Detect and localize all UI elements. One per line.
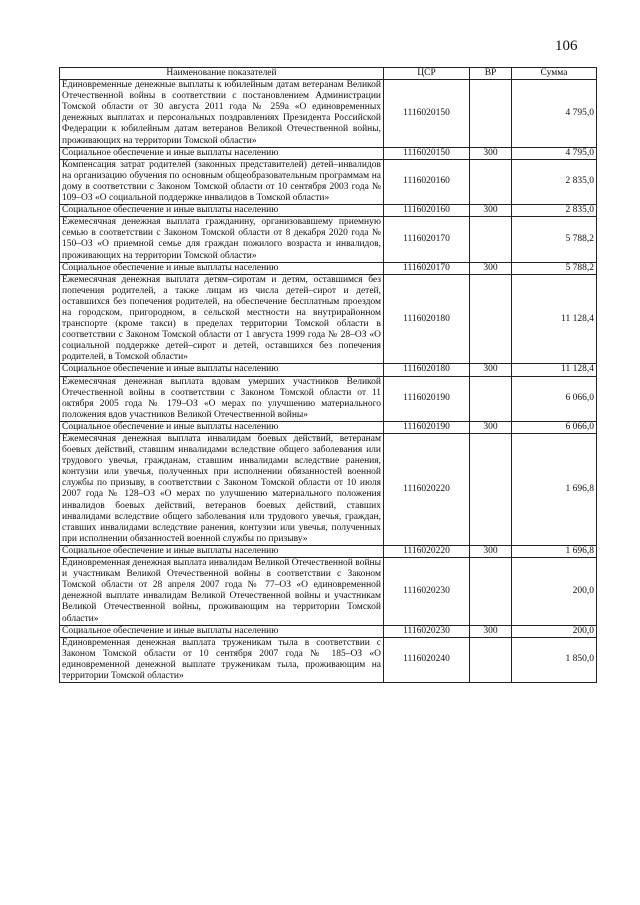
row-sum: 5 788,2: [512, 262, 597, 274]
row-name: Социальное обеспечение и иные выплаты населению: [60, 545, 384, 557]
table-row: [60, 625, 597, 637]
table-row: [60, 558, 597, 626]
row-csr: 1116020170: [384, 262, 470, 274]
row-name: Социальное обеспечение и иные выплаты населению: [60, 205, 384, 217]
row-csr: 1116020160: [384, 205, 470, 217]
row-sum: 6 066,0: [512, 376, 597, 421]
row-vr: [470, 80, 512, 148]
row-csr: 1116020220: [384, 434, 470, 546]
row-sum: 11 128,4: [512, 364, 597, 376]
row-vr: [470, 558, 512, 626]
table-row: [60, 147, 597, 159]
row-csr: 1116020230: [384, 558, 470, 626]
row-vr: [470, 637, 512, 682]
row-csr: 1116020170: [384, 217, 470, 262]
row-csr: 1116020150: [384, 147, 470, 159]
table-row: [60, 274, 597, 364]
row-csr: 1116020190: [384, 421, 470, 433]
row-sum: 200,0: [512, 558, 597, 626]
row-vr: 300: [470, 364, 512, 376]
row-sum: 2 835,0: [512, 205, 597, 217]
row-name: Компенсация затрат родителей (законных представителей) детей–инвалидов на организацию обучения по основным общеобразовательным программам на дому в соответствии с Законом Томской области от 10 сентября 2003 года № 109–ОЗ «О социальной поддержке инвалидов в Томской области»: [60, 159, 384, 204]
row-name: Ежемесячная денежная выплата детям–сиротам и детям, оставшимся без попечения родителей, а также лицам из числа детей–сирот и детей, оставшихся без попечения родителей, на обеспечение бесплатным проездом на городском, пригородном, в сельской местности на внутрирайонном транспорте (кроме такси) в пределах территории Томской области в соответствии с Законом Томской области от 1 августа 1999 года № 28–ОЗ «О социальной поддержке детей–сирот и детей, оставшихся без попечения родителей, в Томской области»: [60, 274, 384, 364]
row-name: Социальное обеспечение и иные выплаты населению: [60, 262, 384, 274]
table-row: [60, 80, 597, 148]
row-vr: [470, 274, 512, 364]
row-csr: 1116020180: [384, 274, 470, 364]
row-sum: 4 795,0: [512, 147, 597, 159]
table-row: [60, 421, 597, 433]
row-csr: 1116020180: [384, 364, 470, 376]
row-csr: 1116020220: [384, 545, 470, 557]
row-vr: 300: [470, 421, 512, 433]
row-csr: 1116020240: [384, 637, 470, 682]
table-row: [60, 364, 597, 376]
row-name: Ежемесячная денежная выплата гражданину, организовавшему приемную семью в соответствии с Законом Томской области от 8 декабря 2020 года № 150–ОЗ «О приемной семье для граждан пожилого возраста и инвалидов, проживающих на территории Томской области»: [60, 217, 384, 262]
table-row: [60, 545, 597, 557]
column-header-vr: ВР: [470, 68, 512, 80]
row-name: Ежемесячная денежная выплата вдовам умерших участников Великой Отечественной войны в соответствии с Законом Томской области от 11 октября 2005 года № 179–ОЗ «О мерах по улучшению материального положения вдов участников Великой Отечественной войны»: [60, 376, 384, 421]
row-sum: 4 795,0: [512, 80, 597, 148]
page-number: 106: [555, 38, 578, 54]
row-vr: 300: [470, 545, 512, 557]
row-vr: 300: [470, 625, 512, 637]
row-vr: [470, 217, 512, 262]
column-header-name: Наименование показателей: [60, 68, 384, 80]
column-header-sum: Сумма: [512, 68, 597, 80]
budget-table: [59, 67, 597, 683]
row-name: Единовременные денежные выплаты к юбилейным датам ветеранам Великой Отечественной войны в соответствии с постановлением Администрации Томской области от 30 августа 2011 года № 259а «О единовременных денежных выплатах и персональных поздравлениях Президента Российской Федерации к юбилейным датам ветеранов Великой Отечественной войны, проживающих на территории Томской области»: [60, 80, 384, 148]
table-row: [60, 205, 597, 217]
row-csr: 1116020160: [384, 159, 470, 204]
row-sum: 1 850,0: [512, 637, 597, 682]
table-row: [60, 217, 597, 262]
row-sum: 11 128,4: [512, 274, 597, 364]
row-vr: [470, 376, 512, 421]
row-vr: [470, 434, 512, 546]
table-row: [60, 376, 597, 421]
table-row: [60, 159, 597, 204]
row-name: Социальное обеспечение и иные выплаты населению: [60, 364, 384, 376]
row-name: Социальное обеспечение и иные выплаты населению: [60, 625, 384, 637]
row-name: Единовременная денежная выплата труженикам тыла в соответствии с Законом Томской области от 10 сентября 2007 года № 185–ОЗ «О единовременной денежной выплате труженикам тыла, проживающим на территории Томской области»: [60, 637, 384, 682]
row-vr: [470, 159, 512, 204]
row-vr: 300: [470, 262, 512, 274]
row-sum: 1 696,8: [512, 545, 597, 557]
row-sum: 5 788,2: [512, 217, 597, 262]
row-csr: 1116020190: [384, 376, 470, 421]
table-header-row: [60, 68, 597, 80]
row-sum: 200,0: [512, 625, 597, 637]
row-name: Ежемесячная денежная выплата инвалидам боевых действий, ветеранам боевых действий, ставшим инвалидами вследствие общего заболевания или трудового увечья, гражданам, ставшим инвалидами вследствие ранения, контузии или увечья, полученных при исполнении обязанностей военной службы по призыву, в соответствии с Законом Томской области от 10 июля 2007 года № 128–ОЗ «О мерах по улучшению материального положения инвалидов боевых действий, ветеранов боевых действий, ставших инвалидами вследствие общего заболевания или трудового увечья, граждан, ставших инвалидами вследствие ранения, контузии или увечья, полученных при исполнении обязанностей военной службы по призыву»: [60, 434, 384, 546]
column-header-csr: ЦСР: [384, 68, 470, 80]
row-name: Социальное обеспечение и иные выплаты населению: [60, 147, 384, 159]
row-vr: 300: [470, 147, 512, 159]
row-csr: 1116020230: [384, 625, 470, 637]
row-sum: 2 835,0: [512, 159, 597, 204]
row-name: Единовременная денежная выплата инвалидам Великой Отечественной войны и участникам Великой Отечественной войны в соответствии с Законом Томской области от 28 апреля 2007 года № 77–ОЗ «О единовременной денежной выплате инвалидам Великой Отечественной войны и участникам Великой Отечественной войны, проживающим на территории Томской области»: [60, 558, 384, 626]
table-row: [60, 434, 597, 546]
row-vr: 300: [470, 205, 512, 217]
row-sum: 1 696,8: [512, 434, 597, 546]
row-name: Социальное обеспечение и иные выплаты населению: [60, 421, 384, 433]
table-row: [60, 262, 597, 274]
row-sum: 6 066,0: [512, 421, 597, 433]
row-csr: 1116020150: [384, 80, 470, 148]
table-row: [60, 637, 597, 682]
